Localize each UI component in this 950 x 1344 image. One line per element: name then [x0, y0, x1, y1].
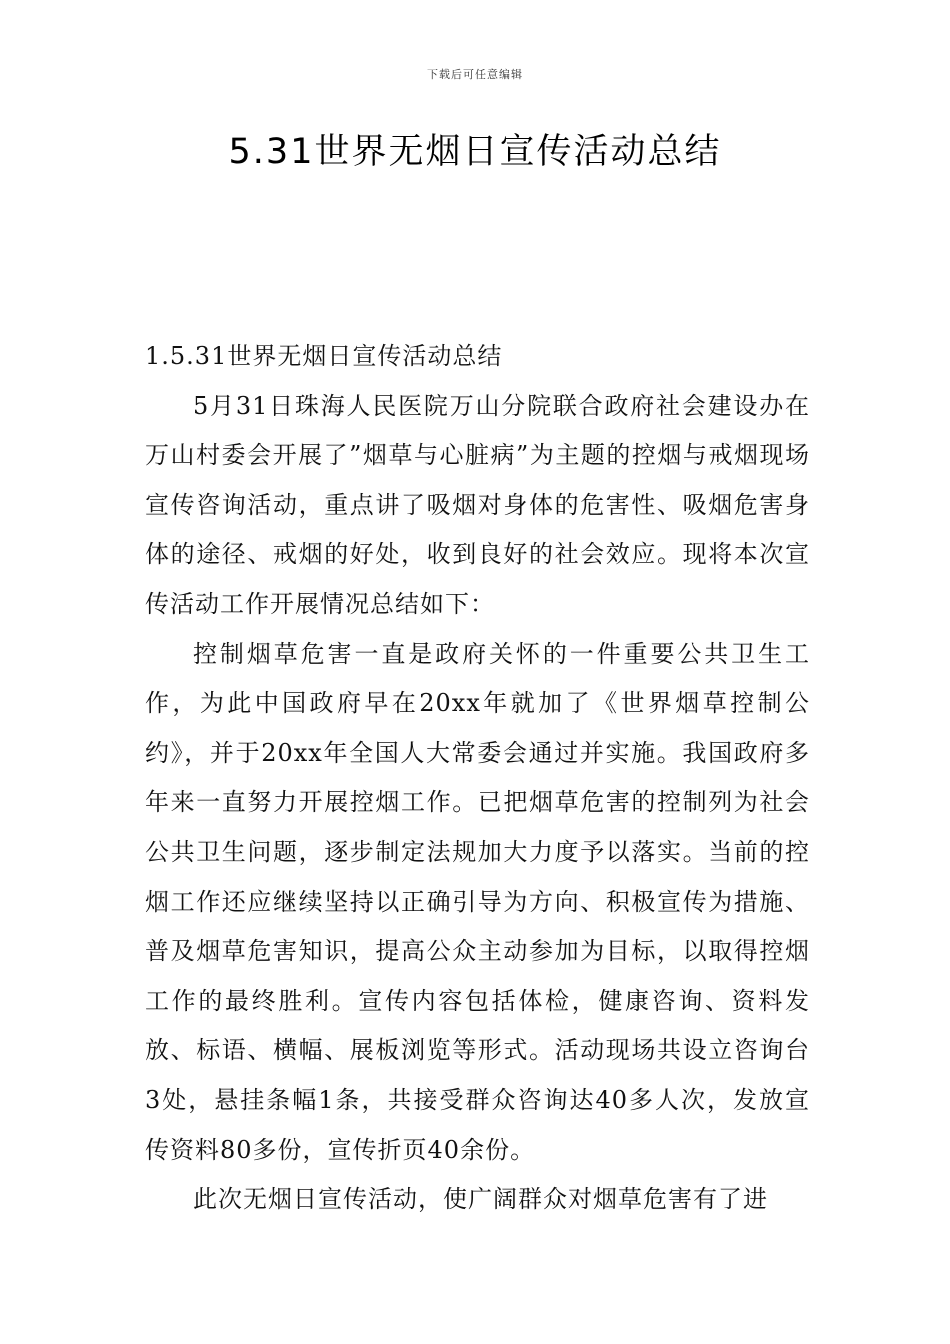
paragraph-conclusion: 此次无烟日宣传活动，使广阔群众对烟草危害有了进: [193, 1185, 768, 1214]
section-heading: 1.5.31世界无烟日宣传活动总结: [145, 342, 503, 370]
paragraph-tobacco-control: 控制烟草危害一直是政府关怀的一件重要公共卫生工作，为此中国政府早在20xx年就加了《世界烟草控制公约》，并于20xx年全国人大常委会通过并实施。我国政府多年来一直努力开展控烟工作。已把烟草危害的控制列为社会公共卫生问题，逐步制定法规加大力度予以落实。当前的控烟工作还应继续坚持以正确引导为方向、积极宣传为措施、普及烟草危害知识，提高公众主动参加为目标，以取得控烟工作的最终胜利。宣传内容包括体检，健康咨询、资料发放、标语、横幅、展板浏览等形式。活动现场共设立咨询台3处，悬挂条幅1条，共接受群众咨询达40多人次，发放宣传资料80多份，宣传折页40余份。: [145, 639, 810, 1164]
document-body: [145, 332, 810, 1225]
paragraph-intro: 5月31日珠海人民医院万山分院联合政府社会建设办在万山村委会开展了”烟草与心脏病”为主题的控烟与戒烟现场宣传咨询活动，重点讲了吸烟对身体的危害性、吸烟危害身体的途径、戒烟的好处，收到良好的社会效应。现将本次宣传活动工作开展情况总结如下：: [145, 391, 810, 618]
document-title: 5.31世界无烟日宣传活动总结: [228, 132, 722, 172]
header-note: 下载后可任意编辑: [427, 68, 523, 81]
